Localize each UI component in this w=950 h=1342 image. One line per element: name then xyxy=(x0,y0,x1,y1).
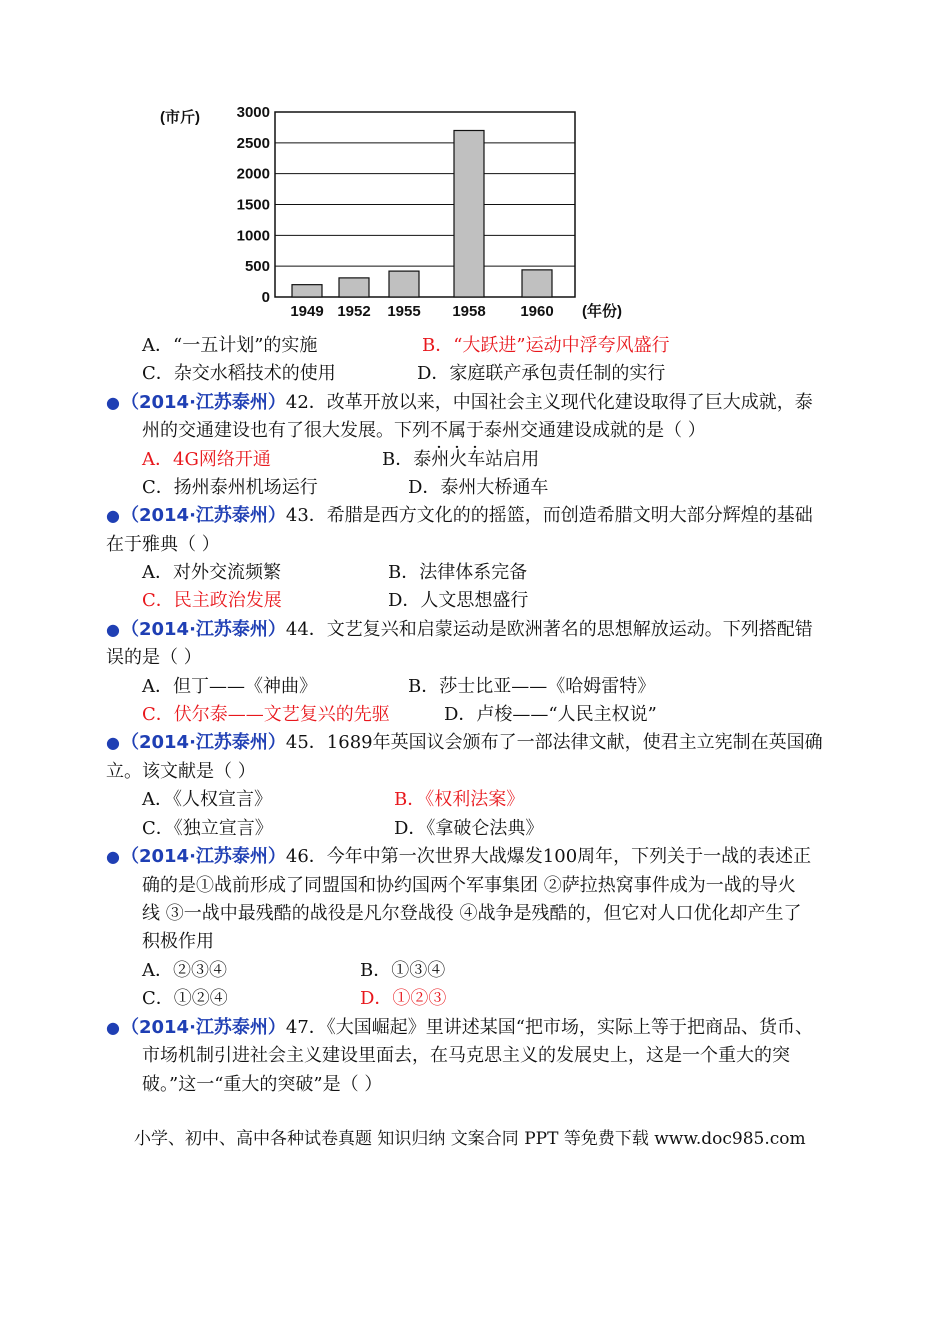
q41-option-d[interactable]: D．家庭联产承包责任制的实行 xyxy=(417,363,666,384)
bullet-icon: ● xyxy=(106,393,120,412)
bullet-icon: ● xyxy=(106,1018,120,1037)
q46-stem-text: 46．今年中第一次世界大战爆发100周年，下列关于一战的表述正 xyxy=(285,846,812,867)
q43-option-a[interactable]: A．对外交流频繁 xyxy=(142,562,281,583)
q45-stem-text: 45．1689年英国议会颁布了一部法律文献，使君主立宪制在英国确 xyxy=(285,732,823,753)
bar-1958 xyxy=(454,131,484,298)
q41-option-b[interactable]: B．“大跃进”运动中浮夸风盛行 xyxy=(422,335,670,356)
q46-stem-line-2 xyxy=(142,872,796,900)
emphasis-char: 不 xyxy=(430,420,448,441)
bars xyxy=(292,131,552,298)
q45-stem-line-1 xyxy=(106,729,823,757)
q42-stem-line-2 xyxy=(142,417,706,445)
q46-stem-line-4 xyxy=(142,928,214,956)
q46-source: （2014·江苏泰州） xyxy=(120,846,286,867)
gridlines xyxy=(275,143,575,266)
q42-option-b[interactable]: B．泰州火车站启用 xyxy=(382,449,540,470)
q44-option-c[interactable]: C．伏尔泰——文艺复兴的先驱 xyxy=(142,704,390,725)
q43-source: （2014·江苏泰州） xyxy=(120,505,286,526)
q46-stem-text: 确的是①战前形成了同盟国和协约国两个军事集团 ②萨拉热窝事件成为一战的导火 xyxy=(142,875,796,896)
q47-source: （2014·江苏泰州） xyxy=(120,1017,286,1038)
q43-option-d[interactable]: D．人文思想盛行 xyxy=(388,590,529,611)
q42-stem-text: 泰州交通建设成就的是（ ） xyxy=(484,420,706,441)
x-axis-unit-label: (年份) xyxy=(582,303,622,320)
x-tick-label: 1949 xyxy=(290,303,324,320)
q47-stem-line-1 xyxy=(106,1014,813,1042)
q47-stem-text: 47．《大国崛起》里讲述某国“把市场，实际上等于把商品、货币、 xyxy=(285,1017,814,1038)
bar-1952 xyxy=(339,278,369,297)
q43-option-b[interactable]: B．法律体系完备 xyxy=(388,562,528,583)
q44-option-a[interactable]: A．但丁——《神曲》 xyxy=(142,676,317,697)
q43-stem-line-2 xyxy=(106,531,220,559)
q41-option-a[interactable]: A．“一五计划”的实施 xyxy=(142,335,318,356)
bullet-icon: ● xyxy=(106,506,120,525)
q43-stem-line-1 xyxy=(106,502,813,530)
q44-stem-line-2 xyxy=(106,644,202,672)
q46-stem-line-1 xyxy=(106,843,811,871)
q45-option-c[interactable]: C．《独立宣言》 xyxy=(142,818,273,839)
x-tick-label: 1958 xyxy=(452,303,486,320)
q45-source: （2014·江苏泰州） xyxy=(120,732,286,753)
q44-source: （2014·江苏泰州） xyxy=(120,619,286,640)
q42-option-a[interactable]: A．4G网络开通 xyxy=(142,449,271,470)
q46-stem-text: 积极作用 xyxy=(142,931,214,952)
y-tick-label: 2000 xyxy=(236,165,270,183)
q43-stem-text: 43．希腊是西方文化的的摇篮，而创造希腊文明大部分辉煌的基础 xyxy=(285,505,813,526)
q47-stem-text: 破。”这一“重大的突破”是（ ） xyxy=(142,1074,383,1095)
q45-option-b[interactable]: B．《权利法案》 xyxy=(394,789,525,810)
bar-1949 xyxy=(292,285,322,297)
q44-option-d[interactable]: D．卢梭——“人民主权说” xyxy=(444,704,657,725)
q42-stem-line-1 xyxy=(106,389,813,417)
bar-1955 xyxy=(389,271,419,297)
q46-stem-text: 线 ③一战中最残酷的战役是凡尔登战役 ④战争是残酷的，但它对人口优化却产生了 xyxy=(142,903,802,924)
q45-option-a[interactable]: A．《人权宣言》 xyxy=(142,789,272,810)
x-tick-label: 1960 xyxy=(520,303,554,320)
y-tick-label: 0 xyxy=(261,289,270,306)
q45-option-d[interactable]: D．《拿破仑法典》 xyxy=(394,818,544,839)
y-tick-label: 1000 xyxy=(236,227,270,245)
bar-1960 xyxy=(522,270,552,297)
q46-option-d[interactable]: D．①②③ xyxy=(360,988,447,1009)
y-tick-label: 3000 xyxy=(236,104,270,121)
q42-stem-text: 州的交通建设也有了很大发展。下列 xyxy=(142,420,430,441)
y-tick-label: 2500 xyxy=(236,134,270,152)
q46-stem-line-3 xyxy=(142,900,801,928)
q45-stem-line-2 xyxy=(106,758,256,786)
y-tick-label: 500 xyxy=(244,258,270,276)
q47-stem-line-3 xyxy=(142,1071,382,1099)
q44-stem-text: 误的是（ ） xyxy=(106,647,202,668)
q45-stem-text: 立。该文献是（ ） xyxy=(106,761,256,782)
q43-stem-text: 在于雅典（ ） xyxy=(106,534,220,555)
q47-stem-line-2 xyxy=(142,1042,790,1070)
q41-option-c[interactable]: C．杂交水稻技术的使用 xyxy=(142,363,336,384)
q44-stem-text: 44．文艺复兴和启蒙运动是欧洲著名的思想解放运动。下列搭配错 xyxy=(285,619,813,640)
q44-stem-line-1 xyxy=(106,616,813,644)
x-tick-label: 1955 xyxy=(387,303,421,320)
bullet-icon: ● xyxy=(106,847,120,866)
q46-option-b[interactable]: B．①③④ xyxy=(360,960,446,981)
bullet-icon: ● xyxy=(106,620,120,639)
q43-option-c[interactable]: C．民主政治发展 xyxy=(142,590,282,611)
emphasis-char: 于 xyxy=(466,420,484,441)
page-footer: 小学、初中、高中各种试卷真题 知识归纳 文案合同 PPT 等免费下载 www.doc985.com xyxy=(134,1129,806,1149)
q46-option-a[interactable]: A．②③④ xyxy=(142,960,227,981)
q42-stem-text: 42．改革开放以来，中国社会主义现代化建设取得了巨大成就，泰 xyxy=(285,392,813,413)
grain-yield-bar-chart xyxy=(150,100,630,325)
emphasis-char: 属 xyxy=(448,420,466,441)
x-tick-label: 1952 xyxy=(337,303,371,320)
x-tick-labels xyxy=(290,303,553,320)
q42-option-d[interactable]: D．泰州大桥通车 xyxy=(408,477,549,498)
y-axis-unit-label: (市斤) xyxy=(160,109,200,126)
q46-option-c[interactable]: C．①②④ xyxy=(142,988,228,1009)
y-tick-label: 1500 xyxy=(236,196,270,214)
y-tick-labels xyxy=(237,104,270,306)
q42-source: （2014·江苏泰州） xyxy=(120,392,286,413)
q44-option-b[interactable]: B．莎士比亚——《哈姆雷特》 xyxy=(408,676,656,697)
bullet-icon: ● xyxy=(106,733,120,752)
q42-option-c[interactable]: C．扬州泰州机场运行 xyxy=(142,477,318,498)
q47-stem-text: 市场机制引进社会主义建设里面去，在马克思主义的发展史上，这是一个重大的突 xyxy=(142,1045,790,1066)
